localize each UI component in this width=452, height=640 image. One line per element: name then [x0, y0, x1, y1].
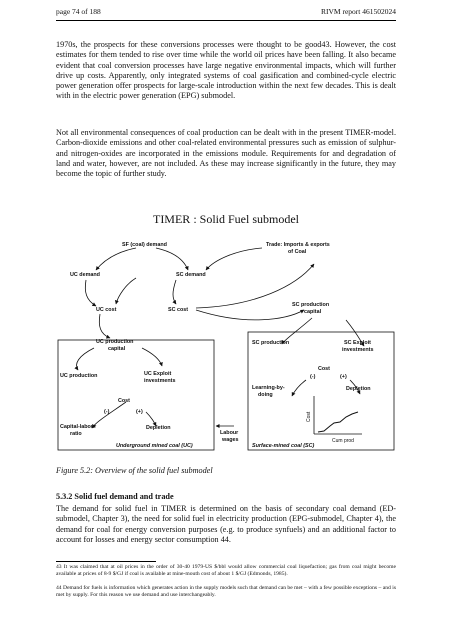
arrow-sc-learning [292, 380, 306, 396]
label-uc-demand: UC demand [70, 272, 100, 278]
report-id: RIVM report 461502024 [321, 7, 396, 16]
footnote-divider [56, 561, 156, 562]
arrow-sf-to-uc-demand [96, 248, 136, 270]
label-labour-2: wages [222, 437, 239, 443]
label-depletion-right: Depletion [346, 386, 371, 392]
page-number: page 74 of 188 [56, 7, 101, 16]
label-labour: Labour [220, 430, 239, 436]
arrow-uc-prodcap-to-production [77, 348, 94, 370]
arrow-sc-cost-to-sc-prodcap [196, 310, 304, 320]
label-sc-prodcap: SC production [292, 302, 330, 308]
arrow-uc-cost-feedback [92, 402, 126, 428]
inset-cost-curve [318, 412, 358, 432]
label-cost-right: Cost [318, 366, 330, 372]
label-cost-left: Cost [118, 398, 130, 404]
label-minus-left: (-) [104, 409, 110, 415]
label-uc-exploit: UC Exploit [144, 371, 172, 377]
label-surface: Surface-mined coal (SC) [252, 443, 315, 449]
label-learning-2: doing [258, 392, 273, 398]
label-depletion-left: Depletion [146, 425, 171, 431]
paragraph-environmental-consequences: Not all environmental consequences of coal production can be dealt with in the present TIMER-model. Carbon-dioxide emissions and other coal-related environmental pressures such as emission of sulphur- and nitrogen-oxides are incorporated in the emissions module. Requirements for and degradation of land and water, however, are not included. As these may increase significantly in the future, they may become the topic of further study. [56, 128, 396, 179]
figure-title: TIMER : Solid Fuel submodel [152, 212, 299, 226]
arrow-trade-to-sc-demand [206, 248, 262, 270]
label-uc-prodcap-2: capital [108, 346, 126, 352]
label-sc-exploit-2: investments [342, 347, 374, 353]
label-uc-prodcap: UC production [96, 339, 134, 345]
label-sf-demand: SF (coal) demand [122, 242, 167, 248]
arrow-uc-depletion [146, 412, 156, 426]
arrow-sc-demand-to-sc-cost [173, 280, 176, 304]
arrow-uc-exploit [142, 348, 162, 366]
figure-caption: Figure 5.2: Overview of the solid fuel submodel [56, 466, 213, 475]
footnote-43: 43 It was claimed that at oil prices in the order of 30-40 1979-US $/bbl would allow commercial coal liquefaction; gas from coal might become available at prices of 8-9 $/GJ if coal is available at mine-mouth cost of about 1 $/GJ (Edmonds, 1985). [56, 564, 396, 577]
label-uc-production: UC production [60, 373, 98, 379]
section-heading: 5.3.2 Solid fuel demand and trade [56, 492, 174, 501]
inset-y-label: Cost [306, 411, 312, 422]
arrow-uc-demand-to-uc-cost [85, 280, 96, 306]
page-header [56, 7, 396, 21]
label-sc-production: SC production [252, 340, 290, 346]
paragraph-conversion-prospects: 1970s, the prospects for these conversions processes were thought to be good43. However, the cost estimates for them tended to rise over time while the world oil prices have been falling. It also became evident that coal conversion processes have large negative environmental impacts, which will further drive up costs. Apparently, only integrated systems of coal gasification and combined-cycle electric power generation offer prospects for large-scale introduction within the next few decades. This is dealt with in the electric power generation (EPG) submodel. [56, 40, 396, 101]
label-underground: Underground mined coal (UC) [116, 443, 193, 449]
solid-fuel-diagram [56, 236, 396, 460]
paragraph-solid-fuel-demand: The demand for solid fuel in TIMER is determined on the basis of secondary coal demand (ED-submodel, Chapter 3), the need for solid fuel in electricity production (EPG-submodel, Chapter 4), the demand for coal for energy conversion purposes (e.g. to produce synfuels) and an additional factor to account for losses and energy sector consumption 44. [56, 504, 396, 544]
label-sc-demand: SC demand [176, 272, 206, 278]
label-plus-left: (+) [136, 409, 143, 415]
arrow-uc-cost-loop [116, 278, 136, 304]
label-minus-right: (-) [310, 374, 316, 380]
arrow-sf-to-sc-demand [156, 248, 188, 270]
label-sc-prodcap-2: capital [304, 309, 322, 315]
label-trade: Trade: Imports & exports [266, 242, 330, 248]
label-uc-cost: UC cost [96, 307, 117, 313]
footnote-44: 44 Demand for fuels is information which generates action in the supply models such that demand can be met – with a few possible exceptions – and is met by supply. For this reason we use demand and use interchangeably. [56, 585, 396, 598]
label-sc-exploit: SC Exploit [344, 340, 371, 346]
label-capital-labour: Capital-labour [60, 424, 97, 430]
inset-x-label: Cum prod [332, 438, 354, 444]
label-learning: Learning-by- [252, 385, 285, 391]
label-uc-exploit-2: investments [144, 378, 176, 384]
label-capital-labour-2: ratio [70, 431, 82, 437]
label-trade-2: of Coal [288, 249, 307, 255]
label-sc-cost: SC cost [168, 307, 189, 313]
arrow-uc-cost-to-uc-prodcap [99, 314, 110, 338]
label-plus-right: (+) [340, 374, 347, 380]
